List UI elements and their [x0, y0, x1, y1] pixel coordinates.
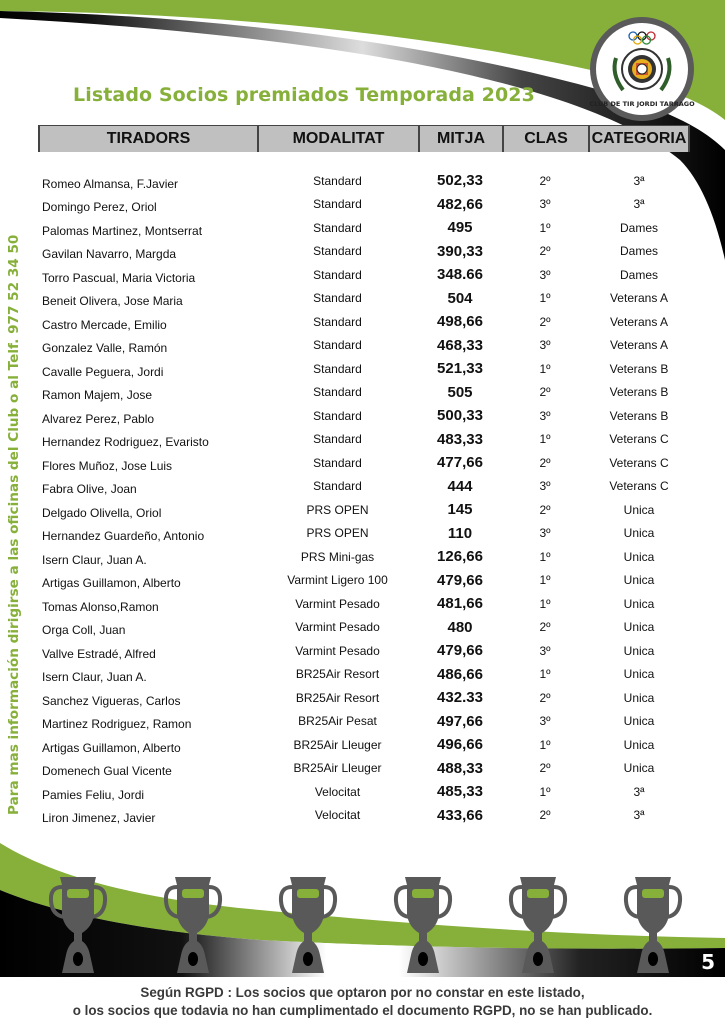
- cell-mitja: 110: [447, 524, 473, 542]
- trophy-icon: [508, 875, 568, 975]
- cell-tirador: Beneit Olivera, Jose Maria: [42, 294, 183, 309]
- cell-mitja: 126,66: [437, 548, 483, 566]
- table-row: [38, 287, 690, 311]
- cell-categoria: 3ª: [633, 784, 645, 799]
- cell-categoria: Veterans C: [609, 479, 669, 494]
- cell-mitja: 486,66: [437, 665, 483, 683]
- cell-tirador: Delgado Olivella, Oriol: [42, 505, 162, 520]
- cell-modalitat: Standard: [313, 173, 362, 188]
- footer-line-2: o los socios que todavia no han cumplimentado el documento RGPD, no se han publicado.: [72, 1003, 653, 1018]
- cell-tirador: Tomas Alonso,Ramon: [42, 599, 159, 614]
- cell-modalitat: PRS OPEN: [306, 526, 369, 541]
- cell-modalitat: BR25Air Resort: [295, 690, 380, 705]
- table-row: [38, 639, 690, 663]
- cell-categoria: Veterans B: [609, 385, 669, 400]
- cell-tirador: Domenech Gual Vicente: [42, 764, 172, 779]
- cell-categoria: Unica: [623, 643, 655, 658]
- cell-modalitat: BR25Air Lleuger: [293, 761, 382, 776]
- club-logo: [589, 16, 695, 122]
- cell-tirador: Torro Pascual, Maria Victoria: [42, 270, 196, 285]
- cell-categoria: Unica: [623, 620, 655, 635]
- cell-tirador: Romeo Almansa, F.Javier: [42, 176, 179, 191]
- table-row: [38, 240, 690, 264]
- cell-categoria: Unica: [623, 737, 655, 752]
- cell-clas: 3º: [539, 338, 551, 353]
- table-row: [38, 804, 690, 828]
- cell-clas: 1º: [539, 220, 551, 235]
- cell-tirador: Sanchez Vigueras, Carlos: [42, 693, 181, 708]
- cell-mitja: 482,66: [437, 195, 483, 213]
- cell-categoria: Unica: [623, 596, 655, 611]
- table-row: [38, 451, 690, 475]
- table-row: [38, 357, 690, 381]
- header-mitja: MITJA: [418, 126, 502, 152]
- trophy-icon: [393, 875, 453, 975]
- trophy-icon: [623, 875, 683, 975]
- cell-clas: 1º: [539, 361, 551, 376]
- cell-modalitat: Standard: [313, 455, 362, 470]
- table-header: [38, 125, 690, 152]
- cell-modalitat: Varmint Pesado: [295, 643, 380, 658]
- cell-modalitat: PRS OPEN: [306, 502, 369, 517]
- table-row: [38, 381, 690, 405]
- table-row: [38, 733, 690, 757]
- cell-modalitat: Varmint Ligero 100: [287, 573, 388, 588]
- contact-note: Para mas información dirigirse a las oficinas del Club o al Telf. 977 52 34 50: [6, 234, 22, 815]
- cell-mitja: 502,33: [437, 172, 483, 190]
- cell-mitja: 483,33: [437, 430, 483, 448]
- cell-clas: 1º: [539, 573, 551, 588]
- cell-categoria: Unica: [623, 573, 655, 588]
- cell-mitja: 521,33: [437, 360, 483, 378]
- table-row: [38, 686, 690, 710]
- cell-categoria: 3ª: [633, 173, 645, 188]
- cell-clas: 2º: [539, 620, 551, 635]
- table-row: [38, 592, 690, 616]
- cell-mitja: 488,33: [437, 759, 483, 777]
- cell-clas: 2º: [539, 690, 551, 705]
- cell-modalitat: Velocitat: [314, 808, 361, 823]
- cell-mitja: 495: [447, 219, 473, 237]
- table-row: [38, 498, 690, 522]
- cell-tirador: Domingo Perez, Oriol: [42, 200, 157, 215]
- cell-mitja: 505: [447, 383, 473, 401]
- table-row: [38, 616, 690, 640]
- cell-clas: 1º: [539, 291, 551, 306]
- cell-clas: 2º: [539, 808, 551, 823]
- cell-clas: 1º: [539, 784, 551, 799]
- trophy-icon: [48, 875, 108, 975]
- cell-tirador: Cavalle Peguera, Jordi: [42, 364, 164, 379]
- cell-tirador: Isern Claur, Juan A.: [42, 552, 147, 567]
- cell-modalitat: PRS Mini-gas: [300, 549, 375, 564]
- trophy-icon: [278, 875, 338, 975]
- cell-clas: 3º: [539, 526, 551, 541]
- cell-modalitat: Standard: [313, 408, 362, 423]
- cell-clas: 3º: [539, 479, 551, 494]
- table-row: [38, 334, 690, 358]
- header-clas: CLAS: [502, 126, 588, 152]
- cell-clas: 2º: [539, 502, 551, 517]
- cell-categoria: Veterans A: [609, 338, 669, 353]
- table-row: [38, 663, 690, 687]
- cell-clas: 2º: [539, 761, 551, 776]
- cell-clas: 1º: [539, 549, 551, 564]
- cell-categoria: Dames: [619, 244, 658, 259]
- table-row: [38, 193, 690, 217]
- cell-modalitat: Standard: [313, 314, 362, 329]
- cell-tirador: Artigas Guillamon, Alberto: [42, 740, 181, 755]
- table-row: [38, 569, 690, 593]
- cell-mitja: 477,66: [437, 454, 483, 472]
- cell-tirador: Artigas Guillamon, Alberto: [42, 576, 181, 591]
- cell-mitja: 481,66: [437, 595, 483, 613]
- page-title: Listado Socios premiados Temporada 2023: [73, 84, 535, 106]
- cell-tirador: Ramon Majem, Jose: [42, 388, 153, 403]
- cell-clas: 3º: [539, 267, 551, 282]
- cell-tirador: Flores Muñoz, Jose Luis: [42, 458, 173, 473]
- header-modalitat: MODALITAT: [257, 126, 418, 152]
- cell-modalitat: Standard: [313, 267, 362, 282]
- cell-modalitat: BR25Air Pesat: [298, 714, 377, 729]
- table-body: [38, 169, 690, 827]
- cell-modalitat: Varmint Pesado: [295, 620, 380, 635]
- header-categoria: CATEGORIA: [588, 126, 690, 152]
- table-row: [38, 757, 690, 781]
- cell-modalitat: Standard: [313, 220, 362, 235]
- cell-mitja: 390,33: [437, 242, 483, 260]
- table-row: [38, 475, 690, 499]
- cell-tirador: Hernandez Rodriguez, Evaristo: [42, 435, 209, 450]
- cell-categoria: Veterans A: [609, 314, 669, 329]
- cell-categoria: Veterans B: [609, 361, 669, 376]
- cell-categoria: Dames: [619, 267, 658, 282]
- table-row: [38, 263, 690, 287]
- cell-mitja: 433,66: [437, 806, 483, 824]
- cell-clas: 2º: [539, 173, 551, 188]
- cell-mitja: 480: [447, 618, 473, 636]
- cell-modalitat: BR25Air Lleuger: [293, 737, 382, 752]
- cell-categoria: Veterans A: [609, 291, 669, 306]
- footer-note: [0, 984, 725, 1020]
- cell-tirador: Pamies Feliu, Jordi: [42, 787, 145, 802]
- cell-clas: 2º: [539, 455, 551, 470]
- cell-categoria: Veterans B: [609, 408, 669, 423]
- cell-categoria: Unica: [623, 761, 655, 776]
- cell-modalitat: Standard: [313, 338, 362, 353]
- cell-clas: 1º: [539, 432, 551, 447]
- cell-modalitat: Standard: [313, 291, 362, 306]
- cell-tirador: Gavilan Navarro, Margda: [42, 247, 177, 262]
- cell-modalitat: Velocitat: [314, 784, 361, 799]
- cell-tirador: Alvarez Perez, Pablo: [42, 411, 155, 426]
- cell-tirador: Gonzalez Valle, Ramón: [42, 341, 168, 356]
- cell-clas: 2º: [539, 244, 551, 259]
- table-row: [38, 216, 690, 240]
- trophy-icon: [163, 875, 223, 975]
- table-row: [38, 169, 690, 193]
- cell-tirador: Vallve Estradé, Alfred: [42, 646, 156, 661]
- cell-categoria: Unica: [623, 502, 655, 517]
- cell-modalitat: Standard: [313, 197, 362, 212]
- cell-mitja: 479,66: [437, 642, 483, 660]
- cell-mitja: 500,33: [437, 407, 483, 425]
- cell-modalitat: Standard: [313, 432, 362, 447]
- cell-clas: 1º: [539, 596, 551, 611]
- cell-clas: 2º: [539, 314, 551, 329]
- cell-tirador: Orga Coll, Juan: [42, 623, 126, 638]
- cell-clas: 3º: [539, 643, 551, 658]
- table-row: [38, 404, 690, 428]
- cell-clas: 3º: [539, 714, 551, 729]
- cell-clas: 3º: [539, 408, 551, 423]
- header-tiradors: TIRADORS: [38, 126, 257, 152]
- cell-tirador: Palomas Martinez, Montserrat: [42, 223, 203, 238]
- cell-tirador: Martinez Rodriguez, Ramon: [42, 717, 192, 732]
- cell-mitja: 468,33: [437, 336, 483, 354]
- cell-modalitat: Standard: [313, 385, 362, 400]
- cell-tirador: Fabra Olive, Joan: [42, 482, 137, 497]
- trophy-row: [48, 875, 668, 975]
- table-row: [38, 780, 690, 804]
- cell-categoria: 3ª: [633, 197, 645, 212]
- cell-clas: 1º: [539, 737, 551, 752]
- cell-clas: 1º: [539, 667, 551, 682]
- cell-clas: 3º: [539, 197, 551, 212]
- cell-modalitat: Standard: [313, 479, 362, 494]
- cell-categoria: Unica: [623, 690, 655, 705]
- cell-mitja: 479,66: [437, 571, 483, 589]
- cell-clas: 2º: [539, 385, 551, 400]
- cell-categoria: Unica: [623, 526, 655, 541]
- cell-tirador: Castro Mercade, Emilio: [42, 317, 167, 332]
- cell-mitja: 504: [447, 289, 473, 307]
- cell-categoria: Veterans C: [609, 455, 669, 470]
- footer-line-1: Según RGPD : Los socios que optaron por no constar en este listado,: [140, 985, 585, 1000]
- table-row: [38, 522, 690, 546]
- cell-mitja: 432.33: [437, 689, 483, 707]
- cell-modalitat: Varmint Pesado: [295, 596, 380, 611]
- table-row: [38, 310, 690, 334]
- cell-categoria: Unica: [623, 549, 655, 564]
- cell-tirador: Isern Claur, Juan A.: [42, 670, 147, 685]
- cell-modalitat: Standard: [313, 244, 362, 259]
- table-row: [38, 710, 690, 734]
- cell-modalitat: BR25Air Resort: [295, 667, 380, 682]
- cell-categoria: Unica: [623, 714, 655, 729]
- cell-mitja: 145: [447, 501, 473, 519]
- cell-mitja: 498,66: [437, 313, 483, 331]
- cell-tirador: Liron Jimenez, Javier: [42, 811, 156, 826]
- cell-mitja: 485,33: [437, 783, 483, 801]
- cell-modalitat: Standard: [313, 361, 362, 376]
- table-row: [38, 428, 690, 452]
- cell-categoria: Veterans C: [609, 432, 669, 447]
- page-number: 5: [701, 950, 715, 974]
- table-row: [38, 545, 690, 569]
- cell-categoria: Dames: [619, 220, 658, 235]
- logo-text: CLUB DE TIR JORDI TARRAGO: [589, 100, 695, 108]
- cell-mitja: 444: [447, 477, 473, 495]
- cell-mitja: 496,66: [437, 736, 483, 754]
- cell-tirador: Hernandez Guardeño, Antonio: [42, 529, 205, 544]
- cell-categoria: Unica: [623, 667, 655, 682]
- cell-mitja: 348.66: [437, 266, 483, 284]
- cell-categoria: 3ª: [633, 808, 645, 823]
- cell-mitja: 497,66: [437, 712, 483, 730]
